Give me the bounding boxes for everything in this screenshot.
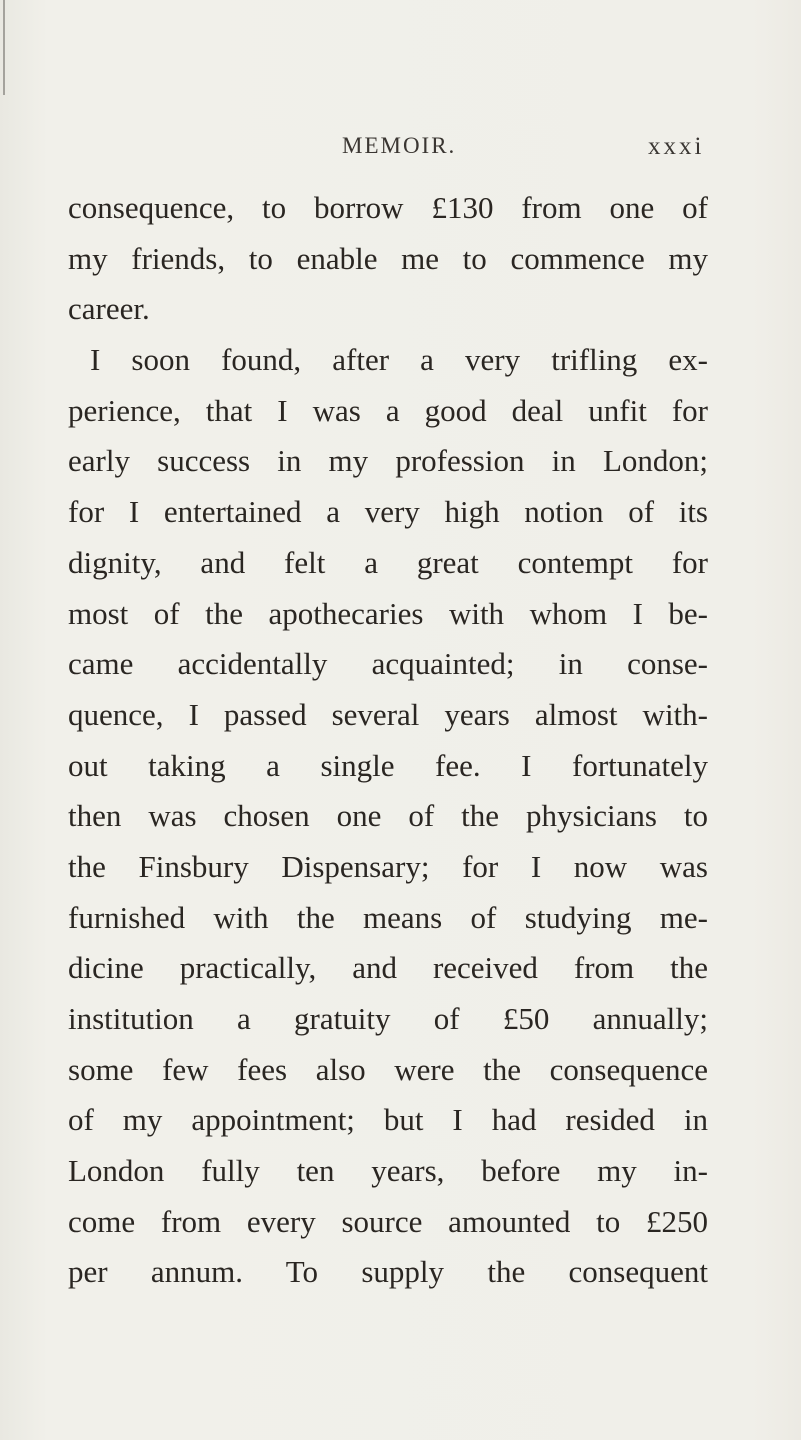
text-line: come from every source amounted to £250 [68, 1203, 708, 1239]
text-line: of my appointment; but I had resided in [68, 1102, 708, 1138]
running-head: MEMOIR. [342, 133, 457, 158]
text-line: then was chosen one of the physicians to [68, 798, 708, 834]
text-line: quence, I passed several years almost with- [68, 696, 708, 732]
text-line: per annum. To supply the consequent [68, 1254, 708, 1290]
text-line: consequence, to borrow £130 from one of [68, 190, 708, 225]
text-line: most of the apothecaries with whom I be- [68, 595, 708, 631]
text-line: dicine practically, and received from the [68, 950, 708, 986]
page-number: xxxi [648, 133, 705, 160]
text-line: perience, that I was a good deal unfit for [68, 392, 708, 428]
page-header [0, 133, 801, 167]
text-line: came accidentally acquainted; in conse- [68, 646, 708, 682]
text-line: for I entertained a very high notion of its [68, 494, 708, 530]
binding-edge [3, 0, 5, 95]
text-line: career. [68, 291, 150, 327]
text-line: some few fees also were the consequence [68, 1051, 708, 1087]
text-line: I soon found, after a very trifling ex- [90, 342, 708, 378]
text-line: dignity, and felt a great contempt for [68, 544, 708, 580]
text-line: furnished with the means of studying me- [68, 899, 708, 935]
text-line: the Finsbury Dispensary; for I now was [68, 848, 708, 884]
text-line: early success in my profession in London; [68, 443, 708, 479]
text-line: institution a gratuity of £50 annually; [68, 1001, 708, 1036]
text-line: my friends, to enable me to commence my [68, 240, 708, 276]
body-text [68, 183, 708, 1298]
text-line: London fully ten years, before my in- [68, 1153, 708, 1189]
text-line: out taking a single fee. I fortunately [68, 747, 708, 783]
